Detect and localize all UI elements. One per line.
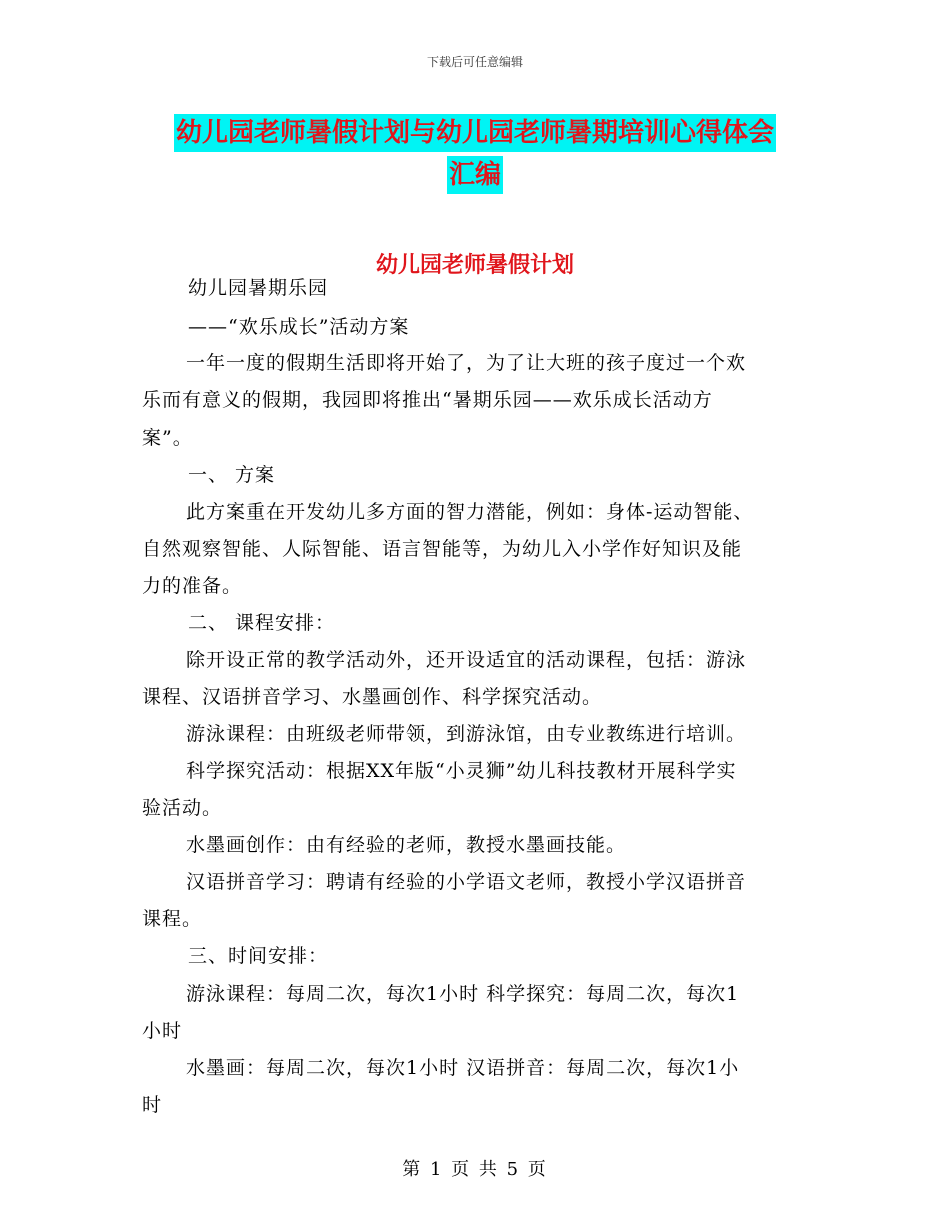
- page-footer: 第 1 页 共 5 页: [402, 1159, 548, 1180]
- body-line: 水墨画：每周二次，每次1小时 汉语拼音：每周二次，每次1小: [186, 1057, 740, 1079]
- body-line: 一、 方案: [188, 464, 276, 486]
- body-line: ——“欢乐成长”活动方案: [188, 316, 410, 338]
- page-title-line-1: [0, 112, 950, 149]
- body-line: 此方案重在开发幼儿多方面的智力潜能，例如：身体-运动智能、: [186, 501, 754, 523]
- body-line: 课程、汉语拼音学习、水墨画创作、科学探究活动。: [142, 686, 603, 708]
- body-line: 小时: [142, 1020, 183, 1042]
- body-line: 除开设正常的教学活动外，还开设适宜的活动课程，包括：游泳: [186, 649, 747, 671]
- page-title-text-2: 汇编: [447, 156, 503, 194]
- body-line: 汉语拼音学习：聘请有经验的小学语文老师，教授小学汉语拼音: [186, 871, 747, 893]
- body-line: 水墨画创作：由有经验的老师，教授水墨画技能。: [186, 834, 627, 856]
- section-title: 幼儿园老师暑假计划: [375, 253, 574, 278]
- body-line: 时: [142, 1094, 163, 1116]
- body-line: 自然观察智能、人际智能、语言智能等，为幼儿入小学作好知识及能: [142, 538, 743, 560]
- body-line: 力的准备。: [142, 575, 243, 597]
- body-line: 游泳课程：每周二次，每次1小时 科学探究：每周二次，每次1: [186, 983, 740, 1005]
- page-title-text-1: 幼儿园老师暑假计划与幼儿园老师暑期培训心得体会: [174, 114, 776, 152]
- body-line: 科学探究活动：根据XX年版“小灵狮”幼儿科技教材开展科学实: [186, 760, 737, 782]
- body-line: 三、时间安排：: [188, 945, 329, 967]
- body-line: 课程。: [142, 908, 203, 930]
- body-line: 幼儿园暑期乐园: [188, 277, 329, 299]
- header-note: 下载后可任意编辑: [426, 55, 523, 69]
- body-line: 案”。: [142, 427, 193, 449]
- page-title-line-2: [0, 154, 950, 191]
- body-line: 验活动。: [142, 797, 223, 819]
- body-line: 一年一度的假期生活即将开始了，为了让大班的孩子度过一个欢: [186, 352, 747, 374]
- body-line: 二、 课程安排：: [188, 612, 336, 634]
- body-line: 游泳课程：由班级老师带领，到游泳馆，由专业教练进行培训。: [186, 723, 747, 745]
- body-line: 乐而有意义的假期，我园即将推出“暑期乐园——欢乐成长活动方: [142, 389, 713, 411]
